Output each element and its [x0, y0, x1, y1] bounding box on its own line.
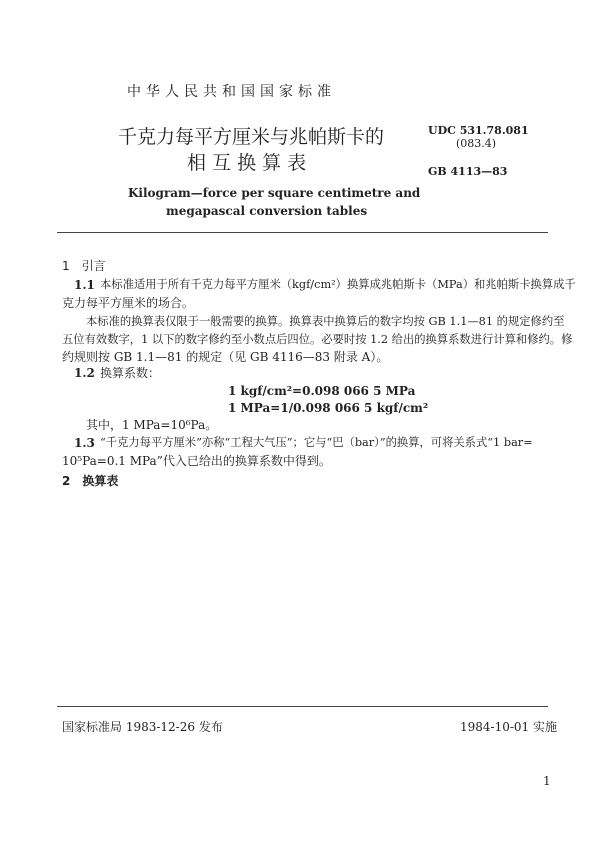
effective-date: 1984-10-01 实施	[460, 720, 558, 734]
paragraph-2-line-3: 约规则按 GB 1.1—81 的规定（见 GB 4116—83 附录 A）。	[62, 350, 389, 364]
standard-type-header: 中华人民共和国国家标准	[127, 84, 336, 100]
where-note: 其中，1 MPa=10⁶Pa。	[86, 418, 218, 432]
gb-code: GB 4113—83	[428, 165, 508, 178]
section-1-2-number: 1.2	[74, 366, 95, 380]
section-1-2-text: 换算系数：	[100, 366, 161, 380]
paragraph-2-line-1: 本标准的换算表仅限于一般需要的换算。换算表中换算后的数字均按 GB 1.1—81 的规定修约至	[86, 315, 565, 328]
udc-code: UDC 531.78.081	[428, 124, 529, 137]
section-1-1-line-1: 本标准适用于所有千克力每平方厘米（kgf/cm²）换算成兆帕斯卡（MPa）和兆帕斯卡换算成千	[100, 278, 576, 291]
english-title-line-2: megapascal conversion tables	[166, 204, 368, 218]
section-1-heading: 1 引言	[62, 259, 106, 273]
section-2-heading: 2 换算表	[62, 474, 119, 488]
section-1-3-line-1: “千克力每平方厘米”亦称“工程大气压”；它与“巴（bar）”的换算，可将关系式“1 bar=	[100, 436, 533, 449]
footer-divider	[57, 706, 548, 707]
section-1-3-number: 1.3	[74, 436, 95, 450]
paragraph-2-line-2: 五位有效数字，1 以下的数字修约至小数点后四位。必要时按 1.2 给出的换算系数进行计算和修约。修	[62, 333, 573, 346]
page-number: 1	[543, 774, 551, 788]
formula-1: 1 kgf/cm²=0.098 066 5 MPa	[228, 384, 416, 398]
english-title-line-1: Kilogram—force per square centimetre and	[128, 186, 421, 200]
udc-subcode: (083.4)	[456, 137, 497, 150]
title-line-2: 相 互 换 算 表	[187, 152, 307, 174]
issue-date: 国家标准局 1983-12-26 发布	[62, 720, 223, 734]
title-line-1: 千克力每平方厘米与兆帕斯卡的	[118, 126, 385, 148]
section-1-3-line-2: 10⁵Pa=0.1 MPa”代入已给出的换算系数中得到。	[62, 454, 331, 468]
section-1-1-number: 1.1	[74, 278, 95, 292]
formula-2: 1 MPa=1/0.098 066 5 kgf/cm²	[228, 401, 429, 415]
section-1-1-line-2: 克力每平方厘米的场合。	[62, 296, 195, 310]
header-divider	[57, 232, 548, 233]
